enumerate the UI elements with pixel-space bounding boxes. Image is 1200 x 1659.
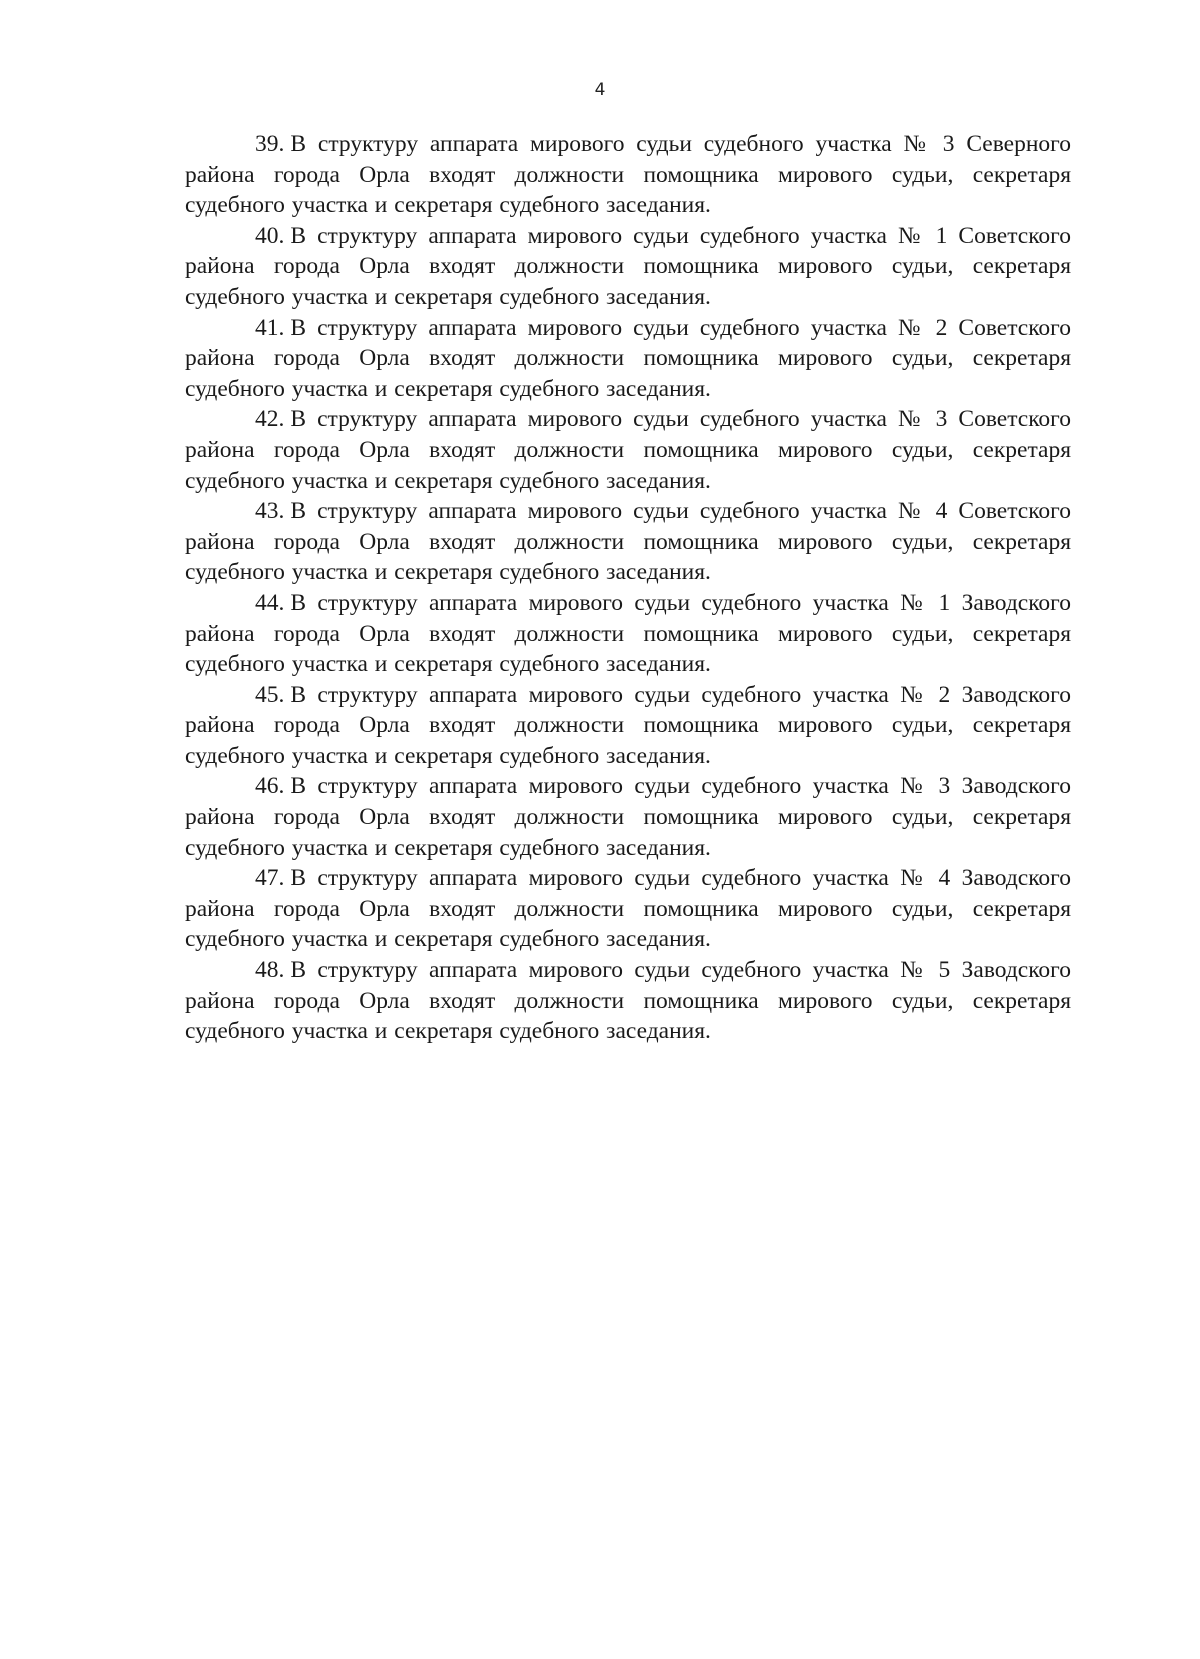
- paragraph-41: [185, 313, 1071, 405]
- paragraph-number: 47.: [255, 865, 285, 892]
- paragraph-text: В структуру аппарата мирового судьи судебного участка № 4 Советского района города Орла входят должности помощника мирового судьи, секретаря судебного участка и секретаря судебного заседания.: [185, 498, 1071, 586]
- document-body: [185, 129, 1071, 1047]
- paragraph-text: В структуру аппарата мирового судьи судебного участка № 2 Заводского района города Орла входят должности помощника мирового судьи, секретаря судебного участка и секретаря судебного заседания.: [185, 681, 1071, 769]
- paragraph-number: 42.: [255, 406, 285, 433]
- paragraph-47: [185, 863, 1071, 955]
- paragraph-text: В структуру аппарата мирового судьи судебного участка № 4 Заводского района города Орла входят должности помощника мирового судьи, секретаря судебного участка и секретаря судебного заседания.: [185, 865, 1071, 953]
- paragraph-text: В структуру аппарата мирового судьи судебного участка № 1 Заводского района города Орла входят должности помощника мирового судьи, секретаря судебного участка и секретаря судебного заседания.: [185, 589, 1071, 678]
- paragraph-number: 48.: [255, 957, 285, 984]
- paragraph-text: В структуру аппарата мирового судьи судебного участка № 3 Заводского района города Орла входят должности помощника мирового судьи, секретаря судебного участка и секретаря судебного заседания.: [185, 773, 1071, 861]
- paragraph-39: [185, 129, 1071, 221]
- paragraph-text: В структуру аппарата мирового судьи судебного участка № 2 Советского района города Орла входят должности помощника мирового судьи, секретаря судебного участка и секретаря судебного заседания.: [185, 314, 1071, 402]
- paragraph-40: [185, 221, 1071, 313]
- paragraph-number: 44.: [255, 589, 285, 616]
- paragraph-42: [185, 404, 1071, 496]
- paragraph-text: В структуру аппарата мирового судьи судебного участка № 1 Советского района города Орла входят должности помощника мирового судьи, секретаря судебного участка и секретаря судебного заседания.: [185, 222, 1071, 310]
- paragraph-43: [185, 496, 1071, 588]
- paragraph-45: [185, 680, 1071, 772]
- page-number: 4: [594, 80, 606, 100]
- paragraph-text: В структуру аппарата мирового судьи судебного участка № 3 Советского района города Орла входят должности помощника мирового судьи, секретаря судебного участка и секретаря судебного заседания.: [185, 406, 1071, 494]
- paragraph-number: 46.: [255, 773, 285, 800]
- paragraph-text: В структуру аппарата мирового судьи судебного участка № 5 Заводского района города Орла входят должности помощника мирового судьи, секретаря судебного участка и секретаря судебного заседания.: [185, 957, 1071, 1045]
- paragraph-number: 43.: [255, 498, 285, 525]
- paragraph-46: [185, 771, 1071, 863]
- paragraph-number: 45.: [255, 681, 285, 708]
- paragraph-number: 40.: [255, 222, 285, 249]
- paragraph-number: 41.: [255, 314, 285, 341]
- paragraph-44: [185, 588, 1071, 680]
- paragraph-number: 39.: [255, 131, 285, 157]
- paragraph-text: В структуру аппарата мирового судьи судебного участка № 3 Северного района города Орла входят должности помощника мирового судьи, секретаря судебного участка и секретаря судебного заседания.: [185, 131, 1071, 219]
- paragraph-48: [185, 955, 1071, 1047]
